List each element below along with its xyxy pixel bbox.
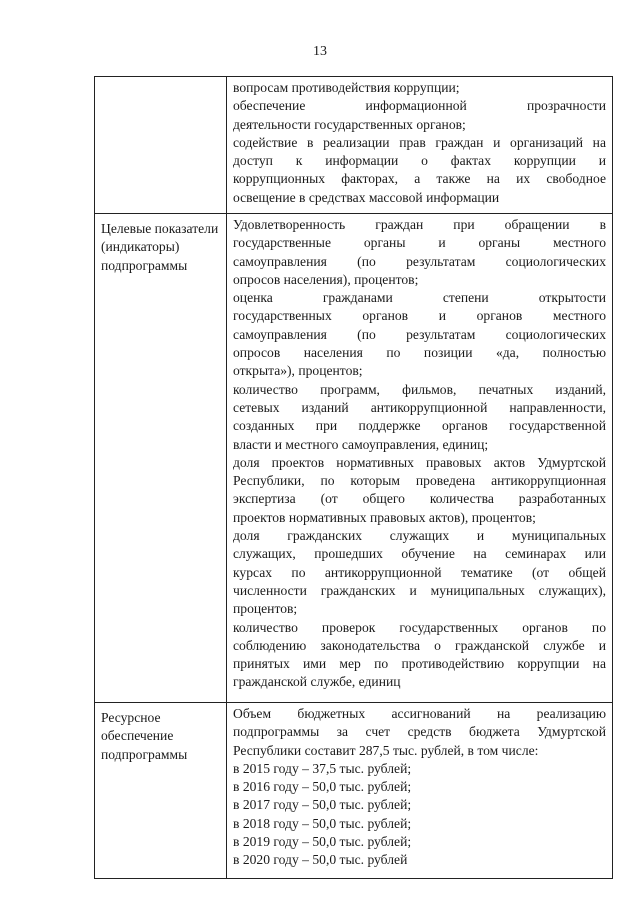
text-line: содействие в реализации прав граждан и организаций на — [233, 134, 606, 150]
text-line: в 2017 году – 50,0 тыс. рублей; — [233, 797, 412, 813]
text-line: в 2016 году – 50,0 тыс. рублей; — [233, 779, 412, 795]
text-line: созданных при поддержке органов государственной — [233, 418, 606, 434]
row-content-cell — [227, 77, 613, 214]
text-line: процентов; — [233, 601, 298, 617]
text-line: коррупционных факторах, а также на их свободное — [233, 171, 606, 187]
text-line: самоуправления (по результатам социологических — [233, 326, 606, 342]
text-line: Удовлетворенность граждан при обращении в — [233, 217, 606, 232]
row-label-cell — [95, 703, 227, 879]
text-line: оценка гражданами степени открытости — [233, 290, 606, 306]
text-line: соблюдению законодательства о гражданской службе и — [233, 637, 606, 653]
page-number: 13 — [313, 44, 327, 59]
row-content-cell — [227, 703, 613, 879]
text-line: экспертиза (от общего количества разработанных — [233, 491, 606, 507]
text-line: деятельности государственных органов; — [233, 116, 466, 132]
text-line: количество проверок государственных органов по — [233, 619, 606, 635]
text-line: опросов населения по позиции «да, полностью — [233, 345, 606, 361]
text-line: освещение в средствах массовой информации — [233, 189, 500, 205]
text-line: подпрограммы за счет средств бюджета Удмуртской — [233, 724, 606, 740]
text-line: государственных органов и органов местного — [233, 308, 606, 324]
text-line: открыта»), процентов; — [233, 363, 363, 379]
row-label-cell — [95, 214, 227, 703]
text-line: государственные органы и органы местного — [233, 235, 606, 251]
text-line: самоуправления (по результатам социологических — [233, 253, 606, 269]
row-label-line: Целевые показатели — [101, 221, 219, 236]
text-line: курсах по антикоррупционной тематике (от общей — [233, 564, 606, 580]
row-content-cell — [227, 214, 613, 703]
text-line: Республики, по которым проведена антикоррупционная — [233, 473, 606, 489]
text-line: обеспечение информационной прозрачности — [233, 98, 606, 114]
text-line: опросов населения), процентов; — [233, 271, 419, 287]
row-label-line: Ресурсное — [101, 710, 161, 725]
row-label-line: (индикаторы) — [101, 239, 180, 255]
text-line: доля проектов нормативных правовых актов Удмуртской — [233, 454, 606, 470]
text-line: вопросам противодействия коррупции; — [233, 80, 460, 95]
subprogram-passport-table — [94, 76, 613, 879]
text-line: количество программ, фильмов, печатных изданий, — [233, 381, 606, 397]
row-label-line: обеспечение — [101, 728, 174, 744]
text-line: сетевых изданий антикоррупционной направленности, — [233, 399, 606, 415]
text-line: служащих, прошедших обучение на семинарах или — [233, 546, 606, 562]
row-label-cell — [95, 77, 227, 214]
text-line: проектов нормативных правовых актов), процентов; — [233, 509, 536, 525]
text-line: Объем бюджетных ассигнований на реализацию — [233, 706, 606, 721]
table-row — [95, 703, 613, 879]
text-line: в 2018 году – 50,0 тыс. рублей; — [233, 815, 412, 831]
text-line: численности гражданских и муниципальных служащих), — [233, 582, 606, 598]
text-line: принятых ими мер по противодействию коррупции на — [233, 656, 606, 672]
text-line: Республики составит 287,5 тыс. рублей, в том числе: — [233, 742, 539, 758]
row-label-line: подпрограммы — [101, 746, 188, 762]
text-line: доля гражданских служащих и муниципальных — [233, 528, 606, 544]
table-row — [95, 77, 613, 214]
text-line: в 2015 году – 37,5 тыс. рублей; — [233, 760, 412, 776]
text-line: в 2019 году – 50,0 тыс. рублей; — [233, 834, 412, 850]
row-label-line: подпрограммы — [101, 257, 188, 273]
table-row — [95, 214, 613, 703]
text-line: власти и местного самоуправления, единиц; — [233, 436, 489, 452]
text-line: гражданской службе, единиц — [233, 674, 401, 690]
text-line: в 2020 году – 50,0 тыс. рублей — [233, 852, 408, 868]
text-line: доступ к информации о фактах коррупции и — [233, 153, 606, 169]
